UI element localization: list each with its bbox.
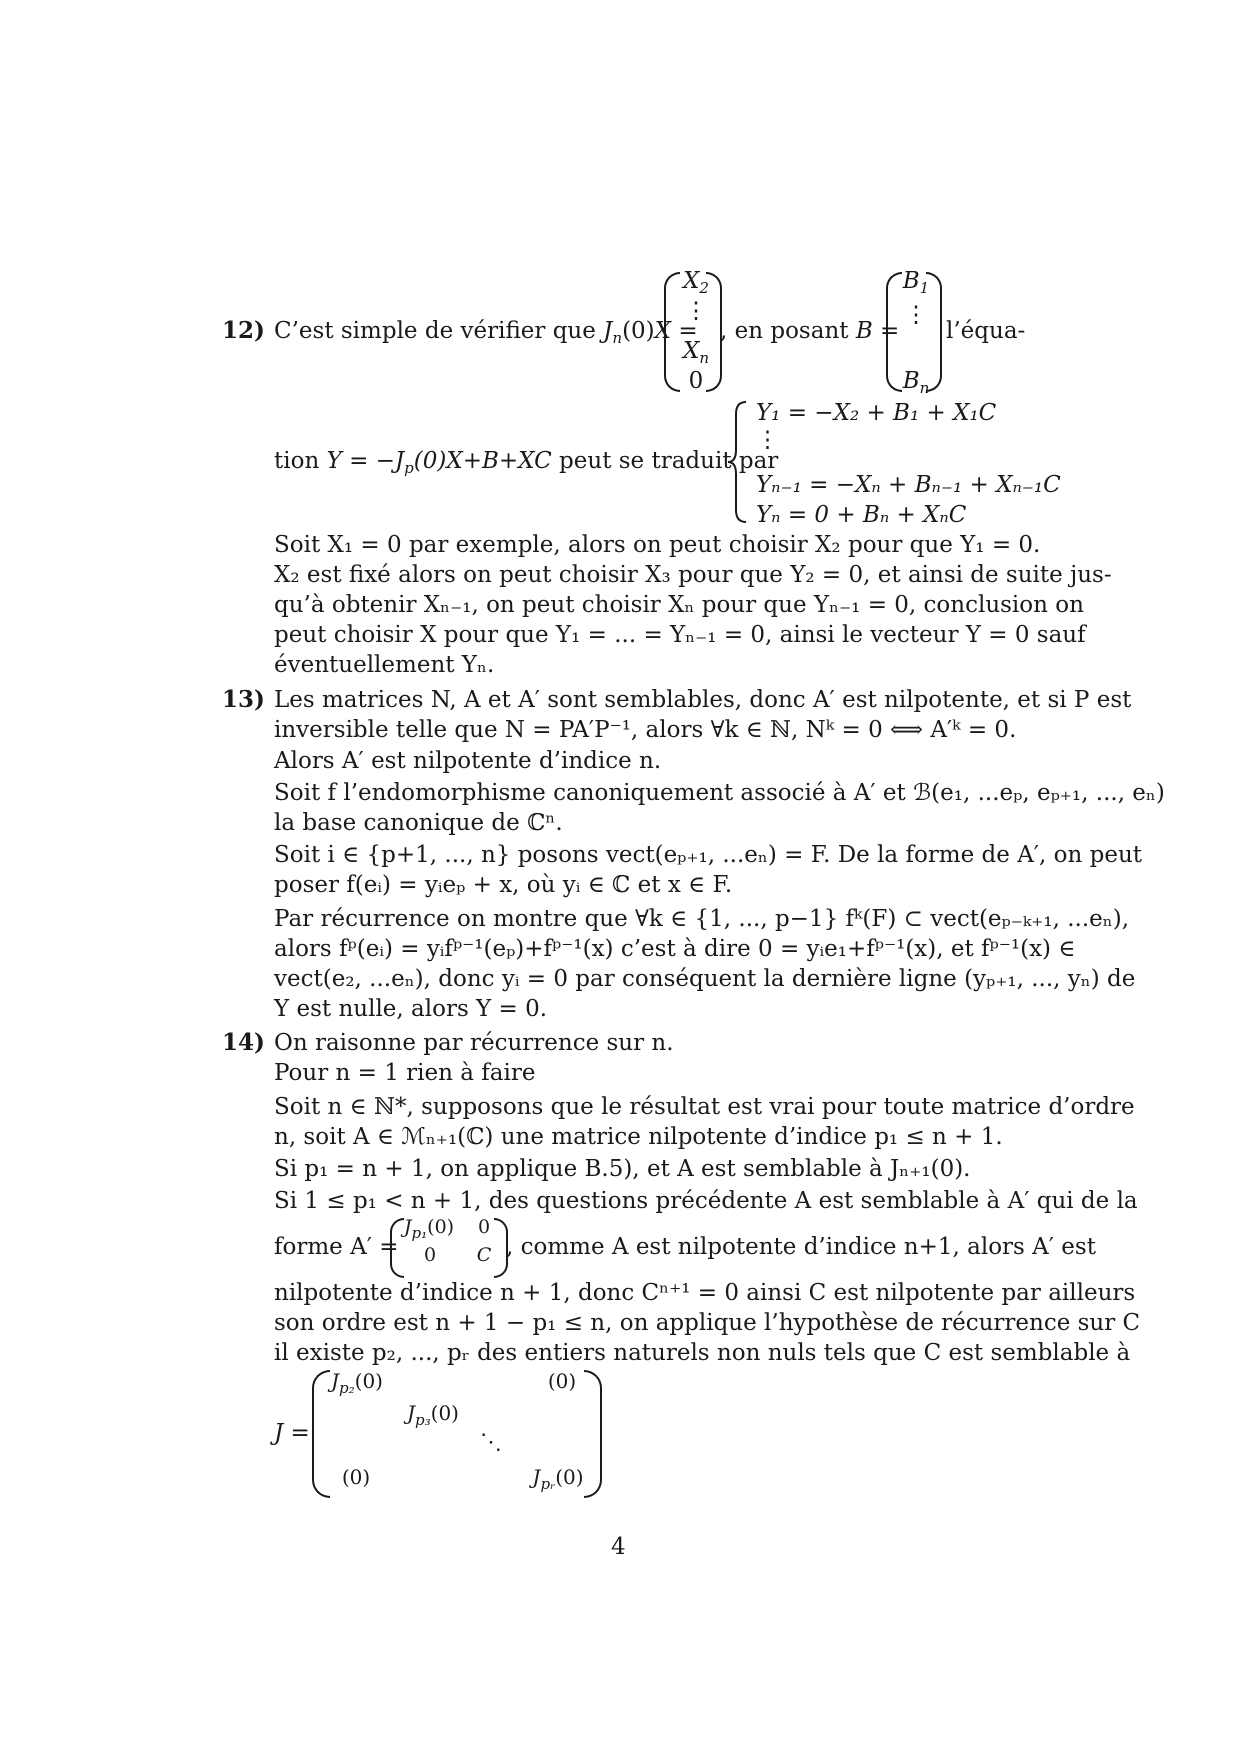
- mat-j-entry-zero-top: (0): [547, 1369, 577, 1393]
- q12-math-j: J: [603, 318, 613, 344]
- q12-line-7: éventuellement Yₙ.: [274, 652, 495, 678]
- mat-j-entry-jp3: $J_{p_3}(0)$: [407, 1401, 459, 1429]
- system-brace: [726, 400, 748, 524]
- mat-a-entry-0-bottom: 0: [423, 1244, 437, 1266]
- q13-line-9: alors fᵖ(eᵢ) = yᵢfᵖ⁻¹(eₚ)+fᵖ⁻¹(x) c’est à dire 0 = yᵢe₁+fᵖ⁻¹(x), et fᵖ⁻¹(x) ∈: [274, 936, 1076, 962]
- q14-line-8: nilpotente d’indice n + 1, donc Cⁿ⁺¹ = 0 ainsi C est nilpotente par ailleurs: [274, 1280, 1136, 1306]
- q12-text-traduit: peut se traduit par: [551, 448, 779, 474]
- vec2-right-paren: [926, 272, 942, 392]
- q12-math-zero: (0): [622, 318, 655, 344]
- q12-math-x: X: [654, 318, 672, 344]
- q12-line-3: Soit X₁ = 0 par exemple, alors on peut choisir X₂ pour que Y₁ = 0.: [274, 532, 1041, 558]
- vec1-entry-x2: $X_2$: [683, 268, 709, 297]
- q12-line-1: [274, 316, 698, 346]
- q12-math-eq: =: [671, 318, 698, 344]
- q14-line-4: n, soit A ∈ ℳₙ₊₁(ℂ) une matrice nilpotente d’indice p₁ ≤ n + 1.: [274, 1124, 1003, 1150]
- page-number: 4: [611, 1534, 626, 1560]
- q13-line-2: inversible telle que N = PA′P⁻¹, alors ∀k ∈ ℕ, Nᵏ = 0 ⟺ A′ᵏ = 0.: [274, 717, 1017, 743]
- q13-line-6: Soit i ∈ {p+1, ..., n} posons vect(eₚ₊₁, ...eₙ) = F. De la forme de A′, on peut: [274, 842, 1143, 868]
- mat-j-right-paren: [584, 1370, 602, 1498]
- vec2-vdots: ⋮: [904, 302, 928, 328]
- q14-line-10: il existe p₂, ..., pᵣ des entiers naturels non nuls tels que C est semblable à: [274, 1340, 1131, 1366]
- mat-j-entry-jp2: $J_{p_2}(0)$: [331, 1369, 383, 1397]
- q14-line-7-end: , comme A est nilpotente d’indice n+1, alors A′ est: [506, 1234, 1096, 1260]
- q13-line-4: Soit f l’endomorphisme canoniquement associé à A′ et ℬ(e₁, ...eₚ, eₚ₊₁, ..., eₙ): [274, 780, 1165, 806]
- system-eq-1: Y₁ = −X₂ + B₁ + X₁C: [756, 400, 997, 426]
- q12-line-6: peut choisir X pour que Y₁ = ... = Yₙ₋₁ = 0, ainsi le vecteur Y = 0 sauf: [274, 622, 1086, 648]
- q13-line-3: Alors A′ est nilpotente d’indice n.: [274, 748, 662, 774]
- mat-j-label: J =: [274, 1420, 310, 1446]
- q14-line-9: son ordre est n + 1 − p₁ ≤ n, on applique l’hypothèse de récurrence sur C: [274, 1310, 1141, 1336]
- q12-line-4: X₂ est fixé alors on peut choisir X₃ pour que Y₂ = 0, et ainsi de suite jus-: [274, 562, 1112, 588]
- q12-text-tion: tion: [274, 448, 327, 474]
- q12-math-eq2: =: [872, 318, 900, 344]
- question-14-number: 14): [222, 1029, 265, 1056]
- system-eq-n-1: Yₙ₋₁ = −Xₙ + Bₙ₋₁ + Xₙ₋₁C: [756, 472, 1061, 498]
- q13-line-8: Par récurrence on montre que ∀k ∈ {1, ..., p−1} fᵏ(F) ⊂ vect(eₚ₋ₖ₊₁, ...eₙ),: [274, 906, 1130, 932]
- q14-line-6: Si 1 ≤ p₁ < n + 1, des questions précédente A est semblable à A′ qui de la: [274, 1188, 1138, 1214]
- q12-math-j-sub: n: [612, 329, 623, 347]
- q14-line-5: Si p₁ = n + 1, on applique B.5), et A est semblable à Jₙ₊₁(0).: [274, 1156, 971, 1182]
- q14-line-2: Pour n = 1 rien à faire: [274, 1060, 536, 1086]
- q12-math-b: B: [855, 318, 873, 344]
- mat-j-entry-jpr: $J_{pᵣ}(0)$: [532, 1465, 584, 1493]
- q13-line-11: Y est nulle, alors Y = 0.: [274, 996, 548, 1022]
- q12-text-posant: , en posant: [720, 318, 856, 344]
- question-12-number: 12): [222, 317, 265, 344]
- q12-line-1-end: l’équa-: [946, 318, 1026, 344]
- q12-math-rest: (0)X+B+XC: [413, 448, 552, 474]
- mat-a-entry-0-top: 0: [477, 1216, 491, 1238]
- q14-line-1: On raisonne par récurrence sur n.: [274, 1030, 674, 1056]
- q12-text-a: C’est simple de vérifier que: [274, 318, 604, 344]
- vec2-entry-b1: $B_1$: [902, 268, 930, 297]
- q12-math-y: Y = −J: [326, 448, 405, 474]
- q13-line-1: Les matrices N, A et A′ sont semblables, donc A′ est nilpotente, et si P est: [274, 687, 1132, 713]
- q14-line-7-start: forme A′ =: [274, 1234, 399, 1260]
- mat-j-entry-zero-bottom: (0): [341, 1465, 371, 1489]
- q12-math-p-sub: p: [404, 459, 414, 477]
- mat-a-entry-jp1: $J_{p_1}(0)$: [403, 1216, 455, 1242]
- mat-j-ddots: ⋱: [480, 1430, 502, 1455]
- vec1-entry-zero: 0: [688, 368, 704, 394]
- q14-line-3: Soit n ∈ ℕ*, supposons que le résultat est vrai pour toute matrice d’ordre: [274, 1094, 1135, 1120]
- vec1-vdots: ⋮: [684, 298, 708, 324]
- q12-line-1-mid: [720, 316, 899, 346]
- q13-line-10: vect(e₂, ...eₙ), donc yᵢ = 0 par conséquent la dernière ligne (yₚ₊₁, ..., yₙ) de: [274, 966, 1136, 992]
- question-13-number: 13): [222, 686, 265, 713]
- q13-line-7: poser f(eᵢ) = yᵢeₚ + x, où yᵢ ∈ ℂ et x ∈ F.: [274, 872, 733, 898]
- vec2-entry-bn: $B_n$: [902, 368, 930, 397]
- mat-a-entry-c: C: [476, 1244, 492, 1266]
- system-vdots: ⋮: [756, 427, 779, 453]
- system-eq-n: Yₙ = 0 + Bₙ + XₙC: [756, 502, 967, 528]
- q13-line-5: la base canonique de ℂⁿ.: [274, 810, 563, 836]
- q12-line-2: [274, 446, 778, 476]
- vec1-entry-xn: $X_n$: [682, 338, 710, 367]
- q12-line-5: qu’à obtenir Xₙ₋₁, on peut choisir Xₙ pour que Yₙ₋₁ = 0, conclusion on: [274, 592, 1084, 618]
